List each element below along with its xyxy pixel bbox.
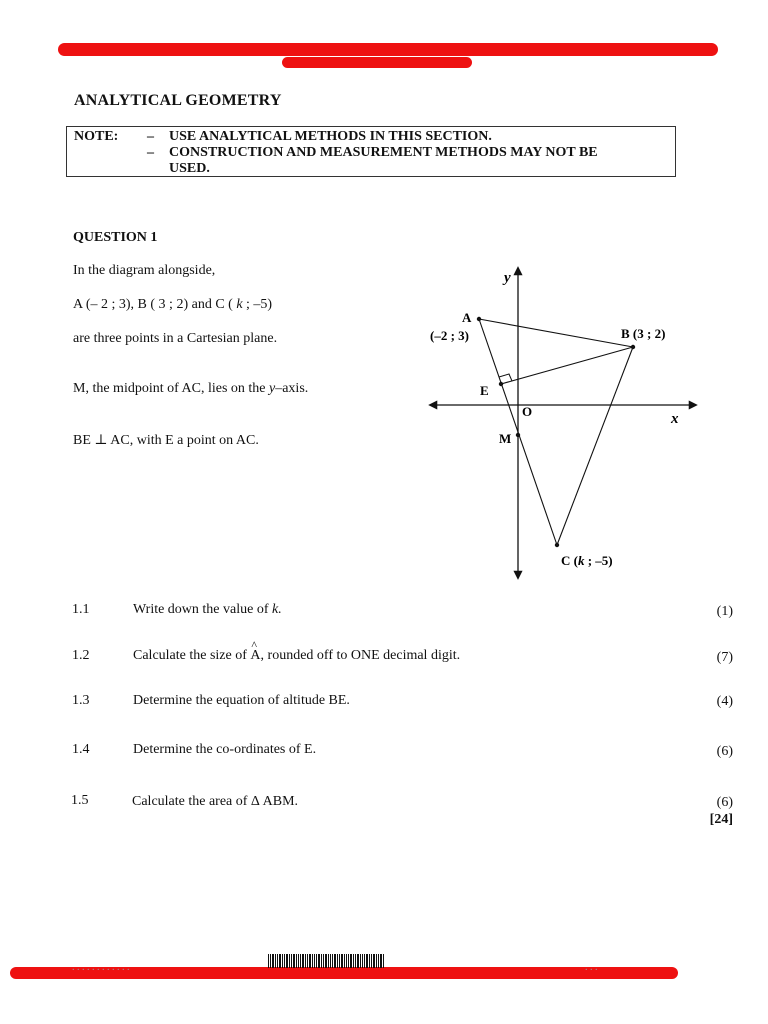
note-label: NOTE: (74, 129, 119, 144)
label-e: E (480, 383, 489, 398)
footer-ghost-right: . . . (585, 962, 598, 973)
subquestion-1-4-text: Determine the co-ordinates of E. (133, 742, 317, 757)
note-line-1 (147, 129, 492, 145)
subquestion-1-3-marks: (4) (716, 694, 733, 709)
label-a-coords: (–2 ; 3) (430, 328, 469, 343)
question-points-line: A (– 2 ; 3), B ( 3 ; 2) and C ( k ; –5) (73, 297, 273, 312)
footer-ghost-left: . . . . . . . . . . . . (72, 962, 130, 973)
point-c (555, 543, 559, 547)
note-line-1-text: USE ANALYTICAL METHODS IN THIS SECTION. (169, 129, 492, 144)
subquestion-1-4-number: 1.4 (72, 742, 90, 757)
subquestion-1-2-number: 1.2 (72, 648, 90, 663)
subquestion-1-5-marks: (6) (716, 795, 733, 810)
question-perp-line: BE ⊥ AC, with E a point on AC. (73, 433, 259, 448)
label-a: A (462, 310, 472, 325)
label-b: B (3 ; 2) (621, 326, 666, 341)
subquestion-1-3-text: Determine the equation of altitude BE. (133, 693, 350, 708)
barcode (268, 954, 384, 968)
note-line-2-text: CONSTRUCTION AND MEASUREMENT METHODS MAY NOT BE (169, 145, 598, 160)
altitude-be (501, 347, 633, 384)
point-m (516, 433, 520, 437)
section-title: ANALYTICAL GEOMETRY (74, 92, 282, 109)
question-plane-line: are three points in a Cartesian plane. (73, 331, 278, 346)
point-e (499, 382, 503, 386)
subquestion-1-5-number: 1.5 (71, 793, 89, 808)
label-c: C (k ; –5) (561, 553, 613, 568)
note-box (66, 126, 676, 177)
subquestion-1-2-marks: (7) (716, 650, 733, 665)
subquestion-1-1-text: Write down the value of k. (133, 602, 282, 617)
side-bc (557, 347, 633, 545)
subquestion-1-2-text-before: Calculate the size of (133, 648, 251, 663)
note-dash-2: – (147, 145, 154, 160)
side-ab (479, 319, 633, 347)
hat-icon: ^ (251, 638, 258, 652)
top-red-subbar (282, 57, 472, 68)
subquestion-1-2-text-after: , rounded off to ONE decimal digit. (260, 648, 461, 663)
right-angle-marker (499, 374, 512, 381)
point-b (631, 345, 635, 349)
subquestion-1-3-number: 1.3 (72, 693, 90, 708)
geometry-diagram (420, 260, 710, 590)
top-red-bar (58, 43, 718, 56)
subquestion-1-1-number: 1.1 (72, 602, 90, 617)
label-m: M (499, 431, 512, 446)
note-line-2-cont: USED. (169, 161, 210, 176)
question-title: QUESTION 1 (73, 230, 158, 245)
note-dash-1: – (147, 129, 154, 144)
subquestion-1-2-text (133, 638, 461, 664)
question-total-marks: [24] (709, 812, 733, 827)
subquestion-1-1-marks: (1) (716, 604, 733, 619)
subquestion-1-5-text: Calculate the area of Δ ABM. (132, 794, 299, 809)
label-x: x (671, 411, 679, 427)
subquestion-1-4-marks: (6) (716, 744, 733, 759)
question-intro: In the diagram alongside, (73, 263, 216, 278)
point-a (477, 317, 481, 321)
label-o: O (522, 404, 533, 419)
angle-a-symbol (250, 638, 261, 664)
note-line-2 (147, 145, 598, 161)
question-midpoint-line: M, the midpoint of AC, lies on the y–axis. (73, 381, 309, 396)
angle-a-letter: A (250, 648, 261, 663)
label-y: y (504, 270, 511, 286)
